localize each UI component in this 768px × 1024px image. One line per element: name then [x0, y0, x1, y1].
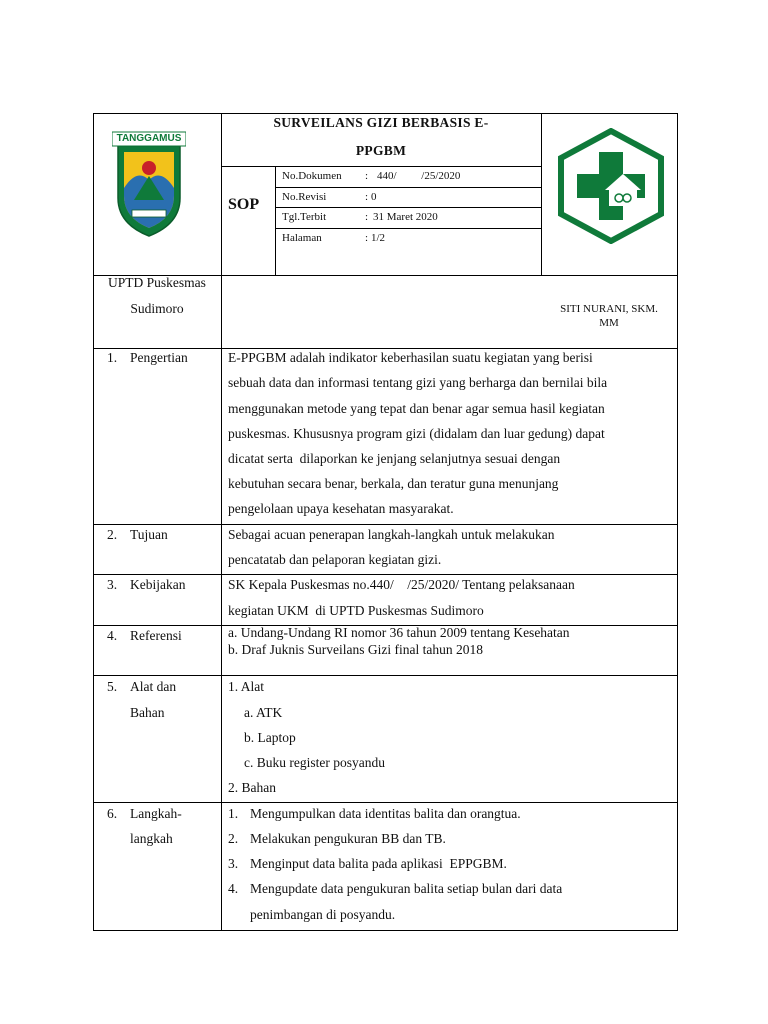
- meta-separator: :: [365, 191, 369, 203]
- signatory-name-line1: SITI NURANI, SKM.: [560, 303, 658, 315]
- document-title-line1: SURVEILANS GIZI BERBASIS E-: [273, 115, 489, 130]
- unit-name-line1: UPTD Puskesmas: [108, 275, 206, 290]
- body-line: pencatatab dan pelaporan kegiatan gizi.: [228, 552, 442, 567]
- body-line: kebutuhan secara benar, berkala, dan teratur guna menunjang: [228, 476, 559, 491]
- section-label-alat: Alat dan: [130, 679, 177, 694]
- body-line: b. Draf Juknis Surveilans Gizi final tahun 2018: [228, 642, 483, 657]
- section-label-bahan: Bahan: [130, 705, 165, 720]
- step-text: penimbangan di posyandu.: [250, 907, 396, 922]
- body-line: puskesmas. Khususnya program gizi (didalam dan luar gedung) dapat: [228, 426, 605, 441]
- table-border-bottom: [93, 930, 678, 931]
- section-number: 2.: [107, 527, 118, 542]
- list-item: 1. Alat: [228, 679, 264, 694]
- body-line: sebuah data dan informasi tentang gizi yang berharga dan bernilai bila: [228, 375, 608, 390]
- title-divider: [221, 166, 541, 167]
- section-number: 6.: [107, 806, 118, 821]
- column-divider-right-header: [541, 113, 542, 275]
- section-label-langkah: Langkah-: [130, 806, 182, 821]
- section-label-tujuan: Tujuan: [130, 527, 168, 542]
- body-line: SK Kepala Puskesmas no.440/ /25/2020/ Tentang pelaksanaan: [228, 577, 575, 592]
- list-item: c. Buku register posyandu: [244, 755, 385, 770]
- section-number: 5.: [107, 679, 118, 694]
- row-line-5: [93, 675, 678, 676]
- section-number: 3.: [107, 577, 118, 592]
- meta-value: 1/2: [371, 232, 386, 244]
- meta-separator: :: [365, 232, 369, 244]
- meta-line-2: [275, 207, 541, 208]
- signatory-name-line2: MM: [599, 317, 619, 329]
- logo-text: TANGGAMUS: [116, 133, 182, 144]
- body-line: E-PPGBM adalah indikator keberhasilan suatu kegiatan yang berisi: [228, 350, 593, 365]
- meta-label: No.Revisi: [282, 191, 327, 203]
- step-number: 4.: [228, 881, 239, 896]
- meta-value: 440/ /25/2020: [377, 170, 461, 182]
- section-label-langkah-2: langkah: [130, 831, 173, 846]
- list-item: b. Laptop: [244, 730, 296, 745]
- body-line: dicatat serta dilaporkan ke jenjang selanjutnya sesuai dengan: [228, 451, 561, 466]
- step-text: Mengumpulkan data identitas balita dan orangtua.: [250, 806, 521, 821]
- list-item: 2. Bahan: [228, 780, 276, 795]
- sop-divider: [275, 166, 276, 275]
- puskesmas-cross-icon: [557, 128, 665, 244]
- column-divider-left: [221, 113, 222, 931]
- step-text: Mengupdate data pengukuran balita setiap bulan dari data: [250, 881, 563, 896]
- puskesmas-logo: [557, 128, 665, 244]
- meta-label: No.Dokumen: [282, 170, 342, 182]
- table-border-right: [677, 113, 678, 931]
- tanggamus-logo: [112, 128, 186, 240]
- document-title-line2: PPGBM: [355, 143, 407, 158]
- step-number: 3.: [228, 856, 239, 871]
- section-number: 1.: [107, 350, 118, 365]
- meta-separator: :: [365, 170, 369, 182]
- unit-name-line2: Sudimoro: [130, 301, 184, 316]
- meta-value: 31 Maret 2020: [373, 211, 438, 223]
- meta-line-3: [275, 228, 541, 229]
- meta-separator: :: [365, 211, 369, 223]
- body-line: a. Undang-Undang RI nomor 36 tahun 2009 tentang Kesehatan: [228, 625, 570, 640]
- table-border-left: [93, 113, 94, 931]
- step-text: Menginput data balita pada aplikasi EPPGBM.: [250, 856, 507, 871]
- step-number: 1.: [228, 806, 239, 821]
- body-line: kegiatan UKM di UPTD Puskesmas Sudimoro: [228, 603, 484, 618]
- meta-label: Tgl.Terbit: [282, 211, 327, 223]
- section-label-pengertian: Pengertian: [130, 350, 188, 365]
- body-line: menggunakan metode yang tepat dan benar agar semua hasil kegiatan: [228, 401, 605, 416]
- body-line: pengelolaan upaya kesehatan masyarakat.: [228, 501, 454, 516]
- section-label-referensi: Referensi: [130, 628, 182, 643]
- section-label-kebijakan: Kebijakan: [130, 577, 186, 592]
- step-number: 2.: [228, 831, 239, 846]
- sop-label: SOP: [228, 196, 260, 213]
- body-line: Sebagai acuan penerapan langkah-langkah untuk melakukan: [228, 527, 555, 542]
- list-item: a. ATK: [244, 705, 283, 720]
- meta-line-1: [275, 187, 541, 188]
- section-number: 4.: [107, 628, 118, 643]
- meta-value: 0: [371, 191, 377, 203]
- step-text: Melakukan pengukuran BB dan TB.: [250, 831, 446, 846]
- meta-label: Halaman: [282, 232, 322, 244]
